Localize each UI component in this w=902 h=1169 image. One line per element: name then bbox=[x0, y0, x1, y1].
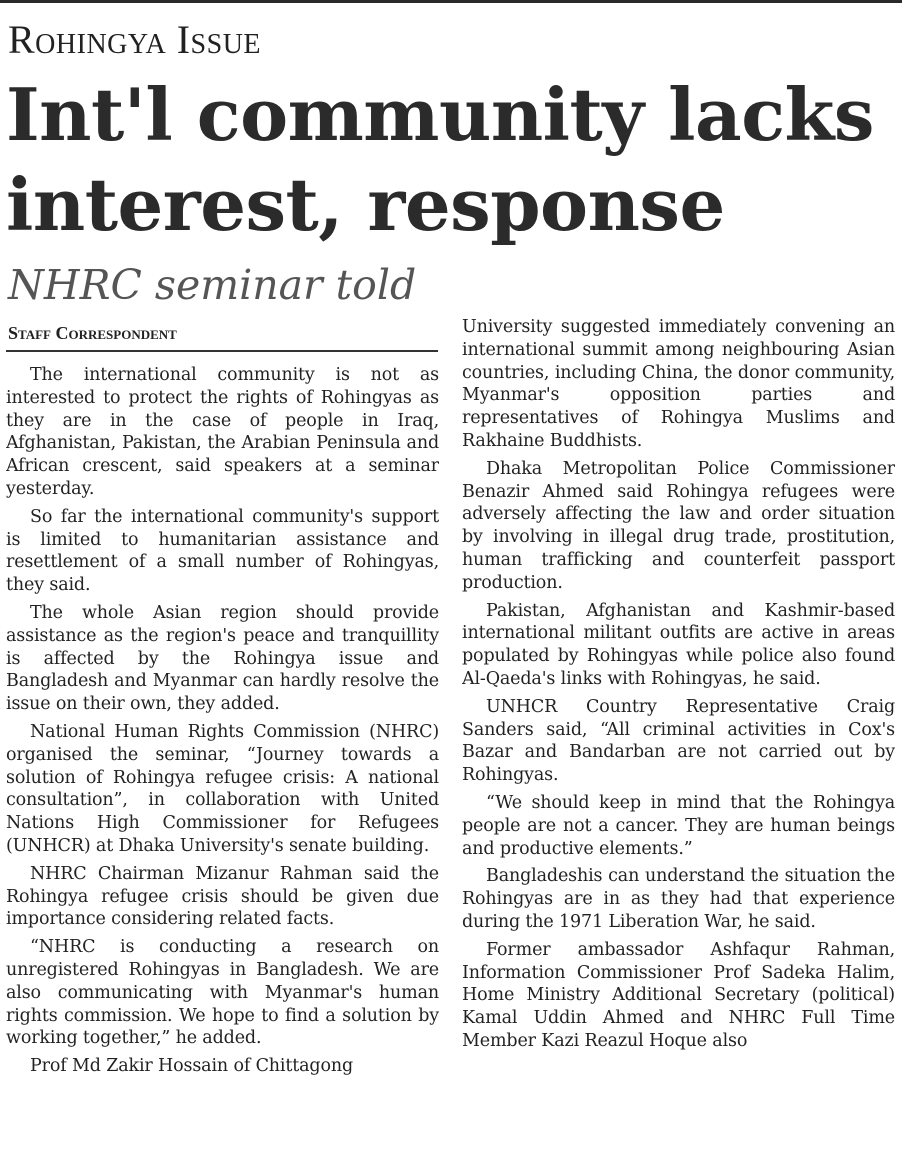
paragraph: The whole Asian region should provide assistance as the region's peace and tranquillity is affected by the Rohingya issue and Bangladesh and Myanmar can hardly resolve the issue on their own, they added. bbox=[6, 602, 439, 715]
byline: Staff Correspondent bbox=[8, 323, 177, 343]
paragraph: NHRC Chairman Mizanur Rahman said the Rohingya refugee crisis should be given due importance considering related facts. bbox=[6, 863, 439, 930]
paragraph: University suggested immediately convening an international summit among neighbouring Asian countries, including China, the donor community, Myanmar's opposition parties and representatives of Rohingya Muslims and Rakhaine Buddhists. bbox=[462, 317, 895, 451]
paragraph: Bangladeshis can understand the situation the Rohingyas are in as they had that experience during the 1971 Liberation War, he said. bbox=[462, 866, 895, 932]
paragraph: “NHRC is conducting a research on unregistered Rohingyas in Bangladesh. We are also communicating with Myanmar's human rights commission. We hope to find a solution by working together,” he added. bbox=[6, 937, 439, 1049]
paragraph: National Human Rights Commission (NHRC) organised the seminar, “Journey towards a solution of Rohingya refugee crisis: A national consultation”, in collaboration with United Nations High Commissioner for Refugees (UNHCR) at Dhaka University's senate building. bbox=[6, 721, 439, 856]
paragraph: “We should keep in mind that the Rohingya people are not a cancer. They are human beings and productive elements.” bbox=[462, 792, 895, 859]
paragraph: Dhaka Metropolitan Police Commissioner Benazir Ahmed said Rohingya refugees were adversely affecting the law and order situation by involving in illegal drug trade, prostitution, human trafficking and counterfeit passport production. bbox=[462, 458, 895, 593]
paragraph: UNHCR Country Representative Craig Sanders said, “All criminal activities in Cox's Bazar and Bandarban are not carried out by Rohingyas. bbox=[462, 696, 895, 786]
headline: Int'l community lacks interest, response bbox=[6, 72, 874, 247]
right-column bbox=[462, 316, 895, 1161]
byline-rule bbox=[6, 350, 438, 352]
top-rule bbox=[0, 0, 902, 3]
paragraph: Former ambassador Ashfaqur Rahman, Information Commissioner Prof Sadeka Halim, Home Ministry Additional Secretary (political) Kamal Uddin Ahmed and NHRC Full Time Member Kazi Reazul Hoque also bbox=[462, 939, 895, 1051]
paragraph: The international community is not as interested to protect the rights of Rohingyas as they are in the case of people in Iraq, Afghanistan, Pakistan, the Arabian Peninsula and African crescent, said speakers at a seminar yesterday. bbox=[6, 365, 439, 499]
paragraph: So far the international community's support is limited to humanitarian assistance and resettlement of a small number of Rohingyas, they said. bbox=[6, 506, 439, 596]
paragraph: Pakistan, Afghanistan and Kashmir-based international militant outfits are active in areas populated by Rohingyas while police also found Al-Qaeda's links with Rohingyas, he said. bbox=[462, 600, 895, 689]
subhead: NHRC seminar told bbox=[8, 261, 417, 309]
paragraph: Prof Md Zakir Hossain of Chittagong bbox=[30, 1056, 354, 1077]
kicker: Rohingya Issue bbox=[8, 17, 262, 62]
left-column bbox=[6, 364, 439, 1169]
